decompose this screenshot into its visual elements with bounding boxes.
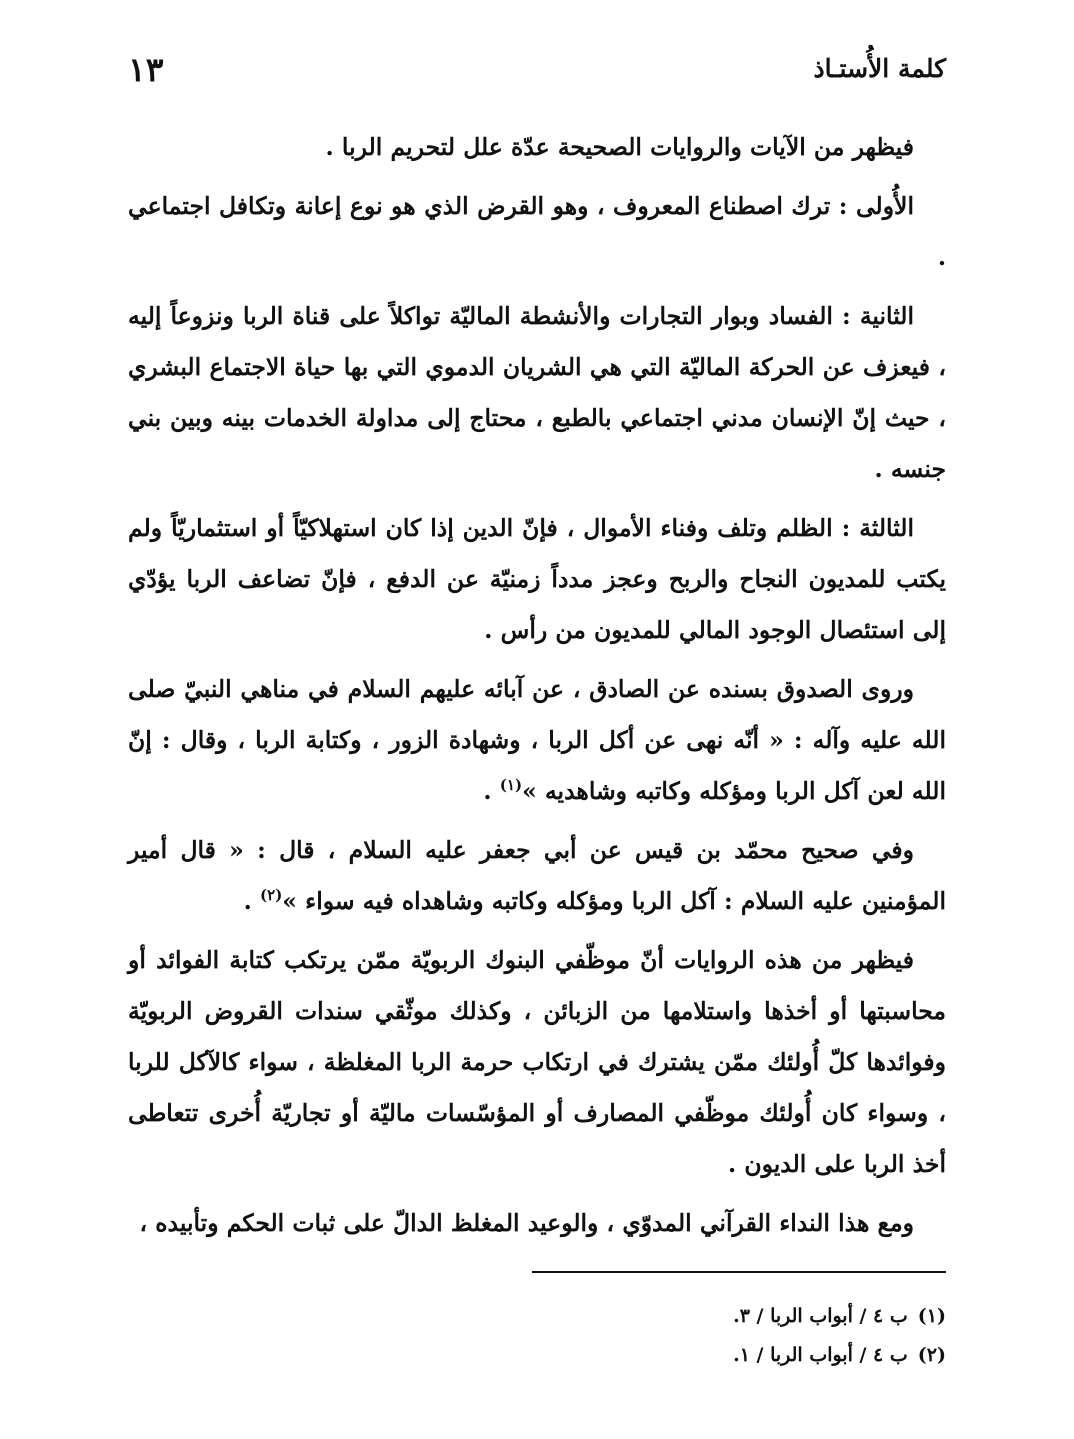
paragraph-bank-employees: فيظهر من هذه الروايات أنّ موظّفي البنوك الربويّة ممّن يرتكب كتابة الفوائد أو محاسبتها أو أخذها واستلامها من الزبائن ، وكذلك موثّقي سندات القروض الربويّة وفوائدها كلّ أُولئك ممّن يشترك في ارتكاب حرمة الربا المغلظة ، سواء كالآكل للربا ، وسواء كان أُولئك موظّفي المصارف أو المؤسّسات ماليّة أو تجاريّة أُخرى تتعاطى أخذ الربا على الديون . — [128, 946, 946, 1178]
paragraph-quranic-call: ومع هذا النداء القرآني المدوّي ، والوعيد المغلظ الدالّ على ثبات الحكم وتأبيده ، — [139, 1209, 914, 1237]
footnote-number: (١) — [917, 1305, 946, 1327]
footnote-divider — [532, 1271, 946, 1273]
footnote-text: ب ٤ / أبواب الربا / ١. — [733, 1344, 908, 1366]
footnote-number: (٢) — [917, 1344, 946, 1366]
page-header — [128, 48, 946, 98]
page-number: ١٣ — [128, 50, 164, 89]
footnote-ref-2[interactable]: (٢) — [260, 886, 283, 905]
running-title: كلمة الأُستـاذ — [813, 54, 946, 83]
paragraph-saduq-narration: وروى الصدوق بسنده عن الصادق ، عن آبائه عليهم السلام في مناهي النبيّ صلى الله عليه وآله : « أنّه نهى عن أكل الربا ، وشهادة الزور ، وكتابة الربا ، وقال : إنّ الله لعن آكل الربا ومؤكله وكاتبه وشاهديه »$^{(١)}$ . — [128, 675, 946, 805]
footnote-text: ب ٤ / أبواب الربا / ٣. — [733, 1305, 908, 1327]
body-text — [128, 122, 946, 1257]
paragraph-third-reason: الثالثة : الظلم وتلف وفناء الأموال ، فإنّ الدين إذا كان استهلاكيّاً أو استثماريّاً ولم يكتب للمديون النجاح والربح وعجز مدداً زمنيّة عن الدفع ، فإنّ تضاعف الربا يؤدّي إلى استئصال الوجود المالي للمديون من رأس . — [128, 514, 946, 644]
paragraph-qays-text: وفي صحيح محمّد بن قيس عن أبي جعفر عليه السلام ، قال : « قال أمير المؤمنين عليه السلام : آكل الربا ومؤكله وكاتبه وشاهداه فيه سواء » — [128, 836, 946, 915]
footnotes — [128, 1297, 946, 1375]
paragraph-first-reason: الأُولى : ترك اصطناع المعروف ، وهو القرض الذي هو نوع إعانة وتكافل اجتماعي . — [128, 192, 946, 271]
paragraph-intro: فيظهر من الآيات والروايات الصحيحة عدّة علل لتحريم الربا . — [325, 133, 914, 161]
footnote-1 — [128, 1297, 946, 1336]
footnote-2 — [128, 1336, 946, 1375]
paragraph-qays-narration: وفي صحيح محمّد بن قيس عن أبي جعفر عليه السلام ، قال : « قال أمير المؤمنين عليه السلام : آكل الربا ومؤكله وكاتبه وشاهداه فيه سواء »$^{(٢)}$ . — [128, 836, 946, 915]
paragraph-second-reason: الثانية : الفساد وبوار التجارات والأنشطة الماليّة تواكلاً على قناة الربا ونزوعاً إليه ، فيعزف عن الحركة الماليّة التي هي الشريان الدموي التي بها حياة الاجتماع البشري ، حيث إنّ الإنسان مدني اجتماعي بالطبع ، محتاج إلى مداولة الخدمات بينه وبين بني جنسه . — [128, 302, 946, 483]
paragraph-saduq-text: وروى الصدوق بسنده عن الصادق ، عن آبائه عليهم السلام في مناهي النبيّ صلى الله عليه وآله : « أنّه نهى عن أكل الربا ، وشهادة الزور ، وكتابة الربا ، وقال : إنّ الله لعن آكل الربا ومؤكله وكاتبه وشاهديه » — [128, 675, 946, 805]
footnote-ref-1[interactable]: (١) — [499, 776, 523, 795]
